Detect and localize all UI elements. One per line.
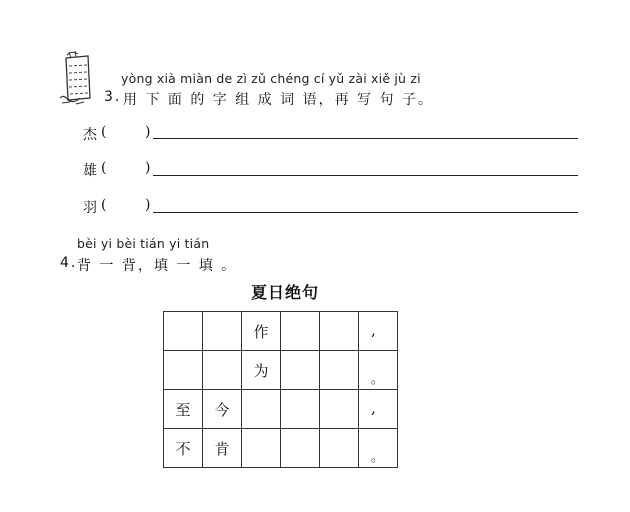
q4-instruction: 背 一 背，填 一 填 。 xyxy=(77,258,238,274)
comma-mark: , xyxy=(371,399,376,417)
poem-row-1 xyxy=(164,312,398,351)
q3-answer-blank-2[interactable] xyxy=(108,160,144,178)
q3-paren-close-2: ) xyxy=(145,160,153,176)
comma-mark: , xyxy=(371,321,376,339)
grid-cell-punct xyxy=(359,390,398,429)
grid-cell[interactable] xyxy=(164,312,203,351)
q3-paren-open-3: ( xyxy=(101,197,109,213)
q3-answer-blank-3[interactable] xyxy=(108,197,144,215)
grid-cell-given: 至 xyxy=(164,390,203,429)
grid-cell[interactable] xyxy=(320,429,359,468)
q3-paren-close-1: ) xyxy=(145,124,153,140)
grid-cell[interactable] xyxy=(320,351,359,390)
q3-number: 3. xyxy=(104,89,122,105)
q4-number: 4. xyxy=(60,255,78,271)
grid-cell[interactable] xyxy=(281,312,320,351)
q3-char-yu: 羽 xyxy=(83,200,99,216)
q3-sentence-line-1[interactable] xyxy=(153,138,578,139)
poem-row-2 xyxy=(164,351,398,390)
grid-cell-punct xyxy=(359,429,398,468)
period-mark: 。 xyxy=(371,372,385,387)
poem-grid xyxy=(163,311,398,468)
grid-cell[interactable] xyxy=(242,390,281,429)
poem-row-3 xyxy=(164,390,398,429)
grid-cell[interactable] xyxy=(203,351,242,390)
grid-cell[interactable] xyxy=(164,351,203,390)
grid-cell-given: 今 xyxy=(203,390,242,429)
poem-row-4 xyxy=(164,429,398,468)
q4-pinyin: bèi yi bèi tián yi tián xyxy=(77,236,210,251)
grid-cell[interactable] xyxy=(281,351,320,390)
grid-cell[interactable] xyxy=(242,429,281,468)
q3-pinyin: yòng xià miàn de zì zǔ chéng cí yǔ zài xiě jù zi xyxy=(121,71,421,86)
q3-char-jie: 杰 xyxy=(83,127,99,143)
q3-paren-close-3: ) xyxy=(145,197,153,213)
period-mark: 。 xyxy=(371,450,385,465)
grid-cell-given: 不 xyxy=(164,429,203,468)
grid-cell-given: 作 xyxy=(242,312,281,351)
grid-cell[interactable] xyxy=(281,429,320,468)
notebook-icon xyxy=(58,48,98,106)
q3-sentence-line-2[interactable] xyxy=(153,175,578,176)
q3-paren-open-2: ( xyxy=(101,160,109,176)
q3-sentence-line-3[interactable] xyxy=(153,212,578,213)
grid-cell-punct xyxy=(359,351,398,390)
grid-cell[interactable] xyxy=(281,390,320,429)
q3-paren-open-1: ( xyxy=(101,124,109,140)
grid-cell-punct xyxy=(359,312,398,351)
poem-title: 夏日绝句 xyxy=(251,283,320,302)
grid-cell[interactable] xyxy=(320,390,359,429)
q3-char-xiong: 雄 xyxy=(83,163,99,179)
grid-cell-given: 肯 xyxy=(203,429,242,468)
grid-cell[interactable] xyxy=(203,312,242,351)
grid-cell[interactable] xyxy=(320,312,359,351)
grid-cell-given: 为 xyxy=(242,351,281,390)
q3-instruction: 用 下 面 的 字 组 成 词 语，再 写 句 子。 xyxy=(123,92,434,108)
q3-answer-blank-1[interactable] xyxy=(108,124,144,142)
